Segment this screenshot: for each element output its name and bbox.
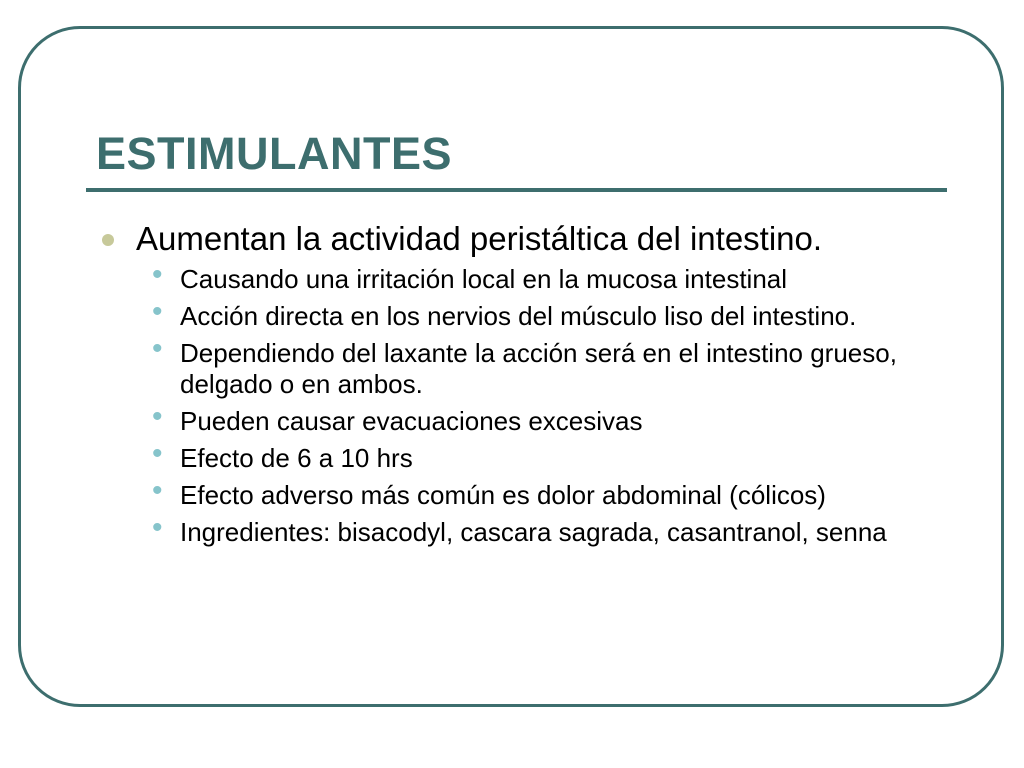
slide-content bbox=[96, 218, 956, 548]
main-bullet-text: Aumentan la actividad peristáltica del intestino. bbox=[136, 220, 823, 257]
bullet-dot-icon: • bbox=[152, 474, 163, 507]
sub-bullet-item bbox=[96, 400, 956, 437]
bullet-dot-icon: • bbox=[152, 258, 163, 291]
sub-bullet-item bbox=[96, 511, 956, 548]
bullet-dot-icon: • bbox=[152, 511, 163, 544]
sub-bullet-item bbox=[96, 258, 956, 295]
sub-bullet-text: Acción directa en los nervios del músculo liso del intestino. bbox=[180, 301, 857, 331]
sub-bullet-text: Efecto de 6 a 10 hrs bbox=[180, 443, 413, 473]
title-divider bbox=[86, 188, 947, 192]
bullet-dot-icon: • bbox=[152, 332, 163, 365]
main-bullet-point bbox=[96, 218, 956, 260]
sub-bullet-item bbox=[96, 474, 956, 511]
sub-bullet-list bbox=[96, 258, 956, 548]
sub-bullet-item bbox=[96, 437, 956, 474]
bullet-dot-icon: • bbox=[152, 295, 163, 328]
sub-bullet-item bbox=[96, 295, 956, 332]
sub-bullet-text: Dependiendo del laxante la acción será en el intestino grueso, delgado o en ambos. bbox=[180, 338, 897, 399]
sub-bullet-text: Efecto adverso más común es dolor abdominal (cólicos) bbox=[180, 480, 826, 510]
bullet-dot-icon: • bbox=[152, 400, 163, 433]
bullet-dot-icon bbox=[102, 234, 114, 246]
sub-bullet-text: Causando una irritación local en la mucosa intestinal bbox=[180, 264, 788, 294]
sub-bullet-text: Pueden causar evacuaciones excesivas bbox=[180, 406, 643, 436]
sub-bullet-text: Ingredientes: bisacodyl, cascara sagrada, casantranol, senna bbox=[180, 517, 887, 547]
sub-bullet-item bbox=[96, 332, 956, 400]
slide-title: ESTIMULANTES bbox=[96, 128, 453, 179]
bullet-dot-icon: • bbox=[152, 437, 163, 470]
